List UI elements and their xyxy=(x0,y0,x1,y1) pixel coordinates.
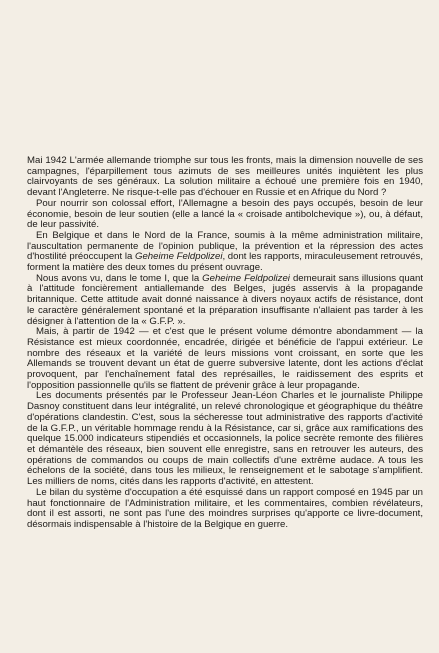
paragraph-1 xyxy=(27,156,423,199)
paragraph-3: En Belgique et dans le Nord de la France, soumis à la même administration militaire, l'auscultation permanente de l'opinion publique, la prévention et la répression des actes d'hostilité préoccupent la Geheime Feldpolizei, dont les rapports, miraculeusement retrouvés, forment la matière des deux tomes du présent ouvrage. xyxy=(27,229,423,274)
paragraph-6: Les documents présentés par le Professeur Jean-Léon Charles et le journaliste Philippe Dasnoy constituent dans leur intégralité, un relevé chronologique et géographique du théâtre d'opérations clandestin. C'est, sous la sécheresse tout administrative des rapports d'activité de la G.F.P., un véritable hommage rendu à la Résistance, car si, grâce aux ramifications des quelque 15.000 indicateurs stipendiés et occasionnels, la police secrète remonte des filières et démantèle des réseaux, bien souvent elle enregistre, sans en retrouver les auteurs, des opérations de commandos ou coups de main collectifs d'une extrême audace. A tous les échelons de la société, dans tous les milieux, le renseignement et le sabotage s'amplifient. Les milliers de noms, cités dans les rapports d'activité, en attestent. xyxy=(27,390,423,488)
paragraph-4: Nous avons vu, dans le tome I, que la Geheime Feldpolizei demeurait sans illusions quant à l'attitude foncièrement antiallemande des Belges, jugés asservis à la propagande britannique. Cette attitude avait donné naissance à divers noyaux actifs de résistance, dont le caractère généralement spontané et la préparation insuffisante n'allaient pas tarder à les désigner à l'attention de la « G.F.P. ». xyxy=(27,272,423,327)
paragraph-7: Le bilan du système d'occupation a été esquissé dans un rapport composé en 1945 par un haut fonctionnaire de l'Administration militaire, et les commentaires, combien révélateurs, dont il est assorti, ne sont pas l'une des moindres surprises qu'apporte ce livre-document, désormais indispensable à l'histoire de la Belgique en guerre. xyxy=(27,486,423,530)
paragraph-2: Pour nourrir son colossal effort, l'Allemagne a besoin des pays occupés, besoin de leur économie, besoin de leur soutien (elle a lancé la « croisade antibolchevique »), ou, à défaut, de leur passivité. xyxy=(27,197,423,231)
date-lead: Mai 1942 xyxy=(27,155,70,166)
paragraph-1-text: L'armée allemande triomphe sur tous les fronts, mais la dimension nouvelle de ses campagnes, l'éparpillement tous azimuts de ses meilleures unités inquiètent les plus clairvoyants de ses généraux. La solution militaire a échoué une première fois en 1940, devant l'Angleterre. Ne risque-t-elle pas d'échouer en Russie et en Afrique du Nord ? xyxy=(27,155,423,199)
cover-text xyxy=(27,156,423,531)
paragraph-5: Mais, à partir de 1942 — et c'est que le présent volume démontre abondamment — la Résistance est mieux coordonnée, encadrée, dirigée et bénéficie de l'appui extérieur. Le nombre des réseaux et la variété de leurs missions vont croissant, en sorte que les Allemands se trouvent devant un état de guerre subversive latente, dont les actions d'éclat provoquent, par l'enchaînement fatal des représailles, le raidissement des esprits et l'opposition passionnelle qu'ils se flattent de prévenir grâce à leur propagande. xyxy=(27,326,423,391)
